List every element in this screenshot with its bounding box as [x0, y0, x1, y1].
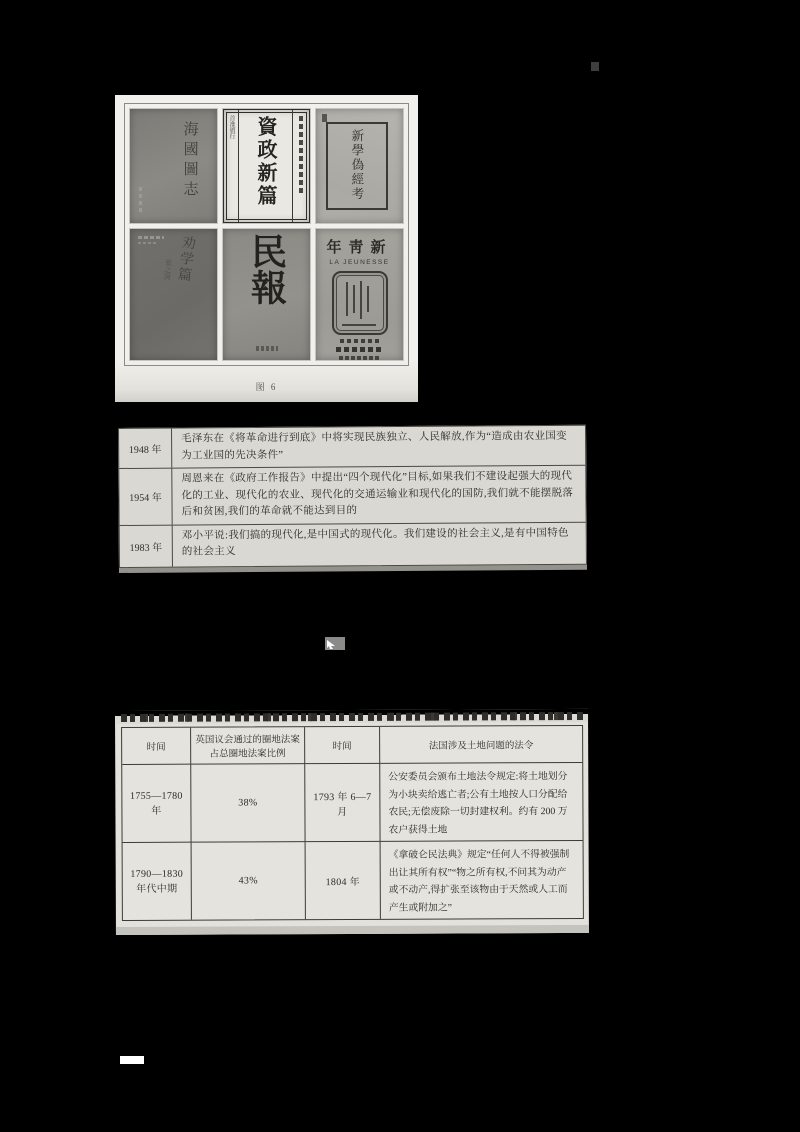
cover-title: 劝学篇: [175, 234, 196, 284]
fr-time-cell: 1804 年: [306, 842, 381, 919]
uk-share-cell: 38%: [191, 764, 305, 842]
book-cover-haiguo-tuzhi: [130, 109, 217, 223]
ui-artifact-bar: [120, 1056, 144, 1064]
figure-6-panel: [115, 95, 418, 402]
cover-title: 新學偽經考: [349, 128, 364, 202]
clipped-text-line: [115, 709, 588, 724]
book-cover-zizheng-xinpian: [223, 109, 310, 223]
small-text-marks: [299, 116, 303, 196]
year-cell: 1983 年: [120, 525, 173, 566]
small-text-marks: [339, 356, 381, 360]
small-text-marks: [138, 242, 156, 244]
tiny-text-column: [353, 285, 355, 313]
cover-subtitle: LA JEUNESSE: [329, 259, 390, 266]
small-text-marks: [138, 236, 164, 239]
uk-share-cell: 43%: [192, 842, 306, 919]
small-text-marks: [256, 346, 278, 351]
small-text-marks: [139, 187, 142, 213]
cover-title: 民報: [246, 233, 287, 305]
table-row: [120, 522, 586, 566]
tiny-text-column: [346, 282, 348, 316]
cover-author: 张之洞: [162, 258, 174, 281]
cover-center-column: [239, 110, 292, 222]
mouse-cursor-icon: [325, 637, 345, 650]
uk-time-cell: 1755—1780 年: [122, 765, 191, 843]
header-cell: 法国涉及土地问题的法令: [380, 726, 582, 764]
small-text-marks: [340, 339, 380, 343]
tiny-text-column: [367, 286, 369, 312]
cover-title: 海國圖志: [181, 121, 198, 201]
enclosure-land-law-table: [121, 725, 584, 921]
ornamental-frame: [332, 271, 388, 335]
fr-law-cell: 《拿破仑民法典》规定“任何人不得被强制出让其所有权”“物之所有权,不问其为动产或不动产,得扩张至该物由于天然或人工而产生或附加之”: [388, 849, 570, 914]
book-cover-minbao: [223, 229, 310, 360]
header-cell: 时间: [122, 728, 191, 765]
cover-title: 資政新篇: [254, 116, 276, 208]
tiny-text-row: [342, 324, 376, 326]
header-cell: 时间: [305, 727, 380, 764]
uk-time-cell: 1790—1830 年代中期: [123, 843, 192, 920]
fr-law-cell: 公安委员会颁布土地法令规定:将土地划分为小块卖给逃亡者;公有土地按人口分配给农民;无偿废除一切封建权利。约有 200 万农户获得土地: [380, 763, 582, 842]
clipped-glyph-fragments: [121, 712, 584, 722]
cover-right-column: [292, 110, 309, 222]
book-cover-xin-qingnian: [316, 229, 403, 360]
fr-time-cell: 1793 年 6—7 月: [305, 764, 380, 842]
ui-artifact-square: [591, 62, 599, 71]
figure-frame: [124, 103, 409, 366]
cover-inner-box: [326, 122, 389, 211]
cover-title: 年靑新: [326, 240, 393, 256]
book-cover-xinxue-weijing-kao: [316, 109, 403, 223]
cover-left-label: 首准頒行: [228, 115, 234, 139]
text-cell: 毛泽东在《将革命进行到底》中将实现民族独立、人民解放,作为“造成由农业国变为工业国的先决条件”: [181, 430, 567, 462]
modernization-timeline-table: [118, 425, 587, 568]
year-cell: 1948 年: [119, 429, 172, 468]
small-text-marks: [336, 347, 384, 352]
page-edge-shadow: [116, 925, 589, 935]
cover-left-column: [224, 110, 239, 222]
tiny-text-column: [360, 281, 362, 319]
cursor-arrow: [326, 638, 340, 649]
text-cell: 邓小平说:我们搞的现代化,是中国式的现代化。我们建设的社会主义,是有中国特色的社会主义: [181, 527, 569, 558]
text-cell: 周恩来在《政府工作报告》中提出“四个现代化”目标,如果我们不建设起强大的现代化的工业、现代化的农业、现代化的交通运输业和现代化的国防,我们就不能摆脱落后和贫困,我们的革命就不能达到目的: [181, 470, 574, 518]
table-row: [119, 466, 585, 526]
table-row: [119, 426, 585, 469]
enclosure-land-law-table-panel: [115, 709, 589, 935]
year-cell: 1954 年: [119, 469, 172, 525]
header-cell: 英国议会通过的圈地法案占总圈地法案比例: [191, 727, 305, 764]
book-cover-quanxue-pian: [130, 229, 217, 360]
figure-caption: 图 6: [255, 382, 278, 392]
